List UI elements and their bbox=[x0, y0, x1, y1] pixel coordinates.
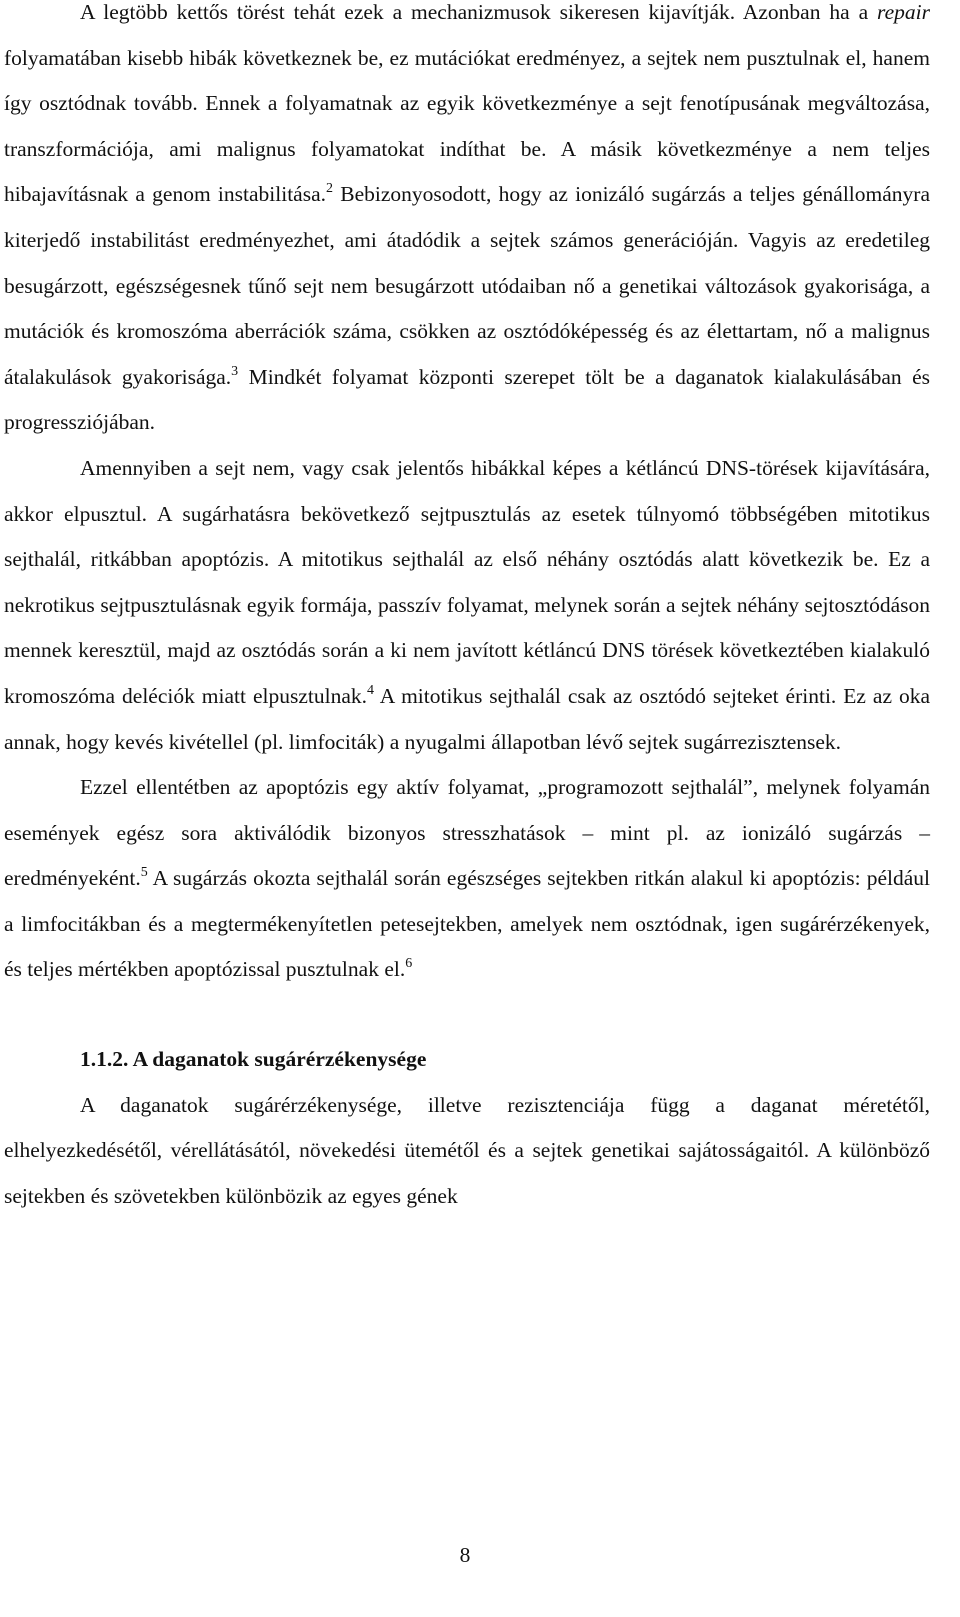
italic-term-repair: repair bbox=[877, 0, 930, 24]
footnote-ref-2[interactable]: 2 bbox=[326, 181, 334, 197]
text-run: Amennyiben a sejt nem, vagy csak jelentős hibákkal képes a kétláncú DNS-törések kijavítására, akkor elpusztul. A sugárhatásra bekövetkező sejtpusztulás az esetek túlnyomó többségében mitotikus sejthalál, ritkábban apoptózis. A mitotikus sejthalál az első néhány osztódás alatt következik be. Ez a nekrotikus sejtpusztulásnak egyik formája, passzív folyamat, melynek során a sejtek néhány sejtosztódáson mennek keresztül, majd az osztódás során a ki nem javított kétláncú DNS törések következtében kialakuló kromoszóma deléciók miatt elpusztulnak. bbox=[4, 455, 930, 708]
footnote-ref-4[interactable]: 4 bbox=[367, 682, 374, 698]
paragraph-tumor-radiosensitivity bbox=[4, 1083, 930, 1220]
paragraph-mitotic-cell-death bbox=[4, 446, 930, 765]
page-number: 8 bbox=[459, 1543, 471, 1567]
text-run: A sugárzás okozta sejthalál során egészséges sejtekben ritkán alakul ki apoptózis: például a limfocitákban és a megtermékenyítetlen petesejtekben, amelyek nem osztódnak, igen sugárérzékenyek, és teljes mértékben apoptózissal pusztulnak el. bbox=[4, 866, 930, 982]
text-run: A mitotikus sejthalál csak az osztódó sejteket érinti. Ez az oka annak, hogy kevés kivétellel (pl. limfociták) a nyugalmi állapotban lévő sejtek sugárrezisztensek. bbox=[4, 683, 930, 754]
section-heading: 1.1.2. A daganatok sugárérzékenysége bbox=[80, 1047, 427, 1072]
footnote-ref-5[interactable]: 5 bbox=[140, 865, 148, 881]
text-run: Mindkét folyamat központi szerepet tölt be a daganatok kialakulásában és progressziójában. bbox=[4, 364, 930, 435]
footnote-ref-3[interactable]: 3 bbox=[231, 363, 239, 379]
text-run: folyamatában kisebb hibák következnek be, ez mutációkat eredményez, a sejtek nem pusztulnak el, hanem így osztódnak tovább. Ennek a folyamatnak az egyik következménye a sejt fenotípusának megváltozása, transzformációja, ami malignus folyamatokat indíthat be. A másik következménye a nem teljes hibajavításnak a genom instabilitása. bbox=[4, 45, 930, 207]
text-run: A legtöbb kettős törést tehát ezek a mechanizmusok sikeresen kijavítják. Azonban ha a bbox=[80, 0, 878, 24]
document-page bbox=[4, 0, 930, 1219]
footnote-ref-6[interactable]: 6 bbox=[405, 956, 413, 972]
text-run: A daganatok sugárérzékenysége, illetve rezisztenciája függ a daganat méretétől, elhelyezkedésétől, vérellátásától, növekedési ütemétől és a sejtek genetikai sajátosságaitól. A különböző sejtekben és szövetekben különbözik az egyes gének bbox=[4, 1092, 930, 1208]
paragraph-dna-repair-mutations bbox=[4, 0, 930, 446]
paragraph-apoptosis bbox=[4, 765, 930, 993]
text-run: Bebizonyosodott, hogy az ionizáló sugárzás a teljes génállományra kiterjedő instabilitást eredményezhet, ami átadódik a sejtek számos generációján. Vagyis az eredetileg besugárzott, egészségesnek tűnő sejt nem besugárzott utódaiban nő a genetikai változások gyakorisága, a mutációk és kromoszóma aberrációk száma, csökken az osztódóképesség és az élettartam, nő a malignus átalakulások gyakorisága. bbox=[4, 182, 930, 389]
text-run: Ezzel ellentétben az apoptózis egy aktív folyamat, „programozott sejthalál”, melynek folyamán események egész sora aktiválódik bizonyos stresszhatások – mint pl. az ionizáló sugárzás – eredményeként. bbox=[4, 775, 930, 891]
